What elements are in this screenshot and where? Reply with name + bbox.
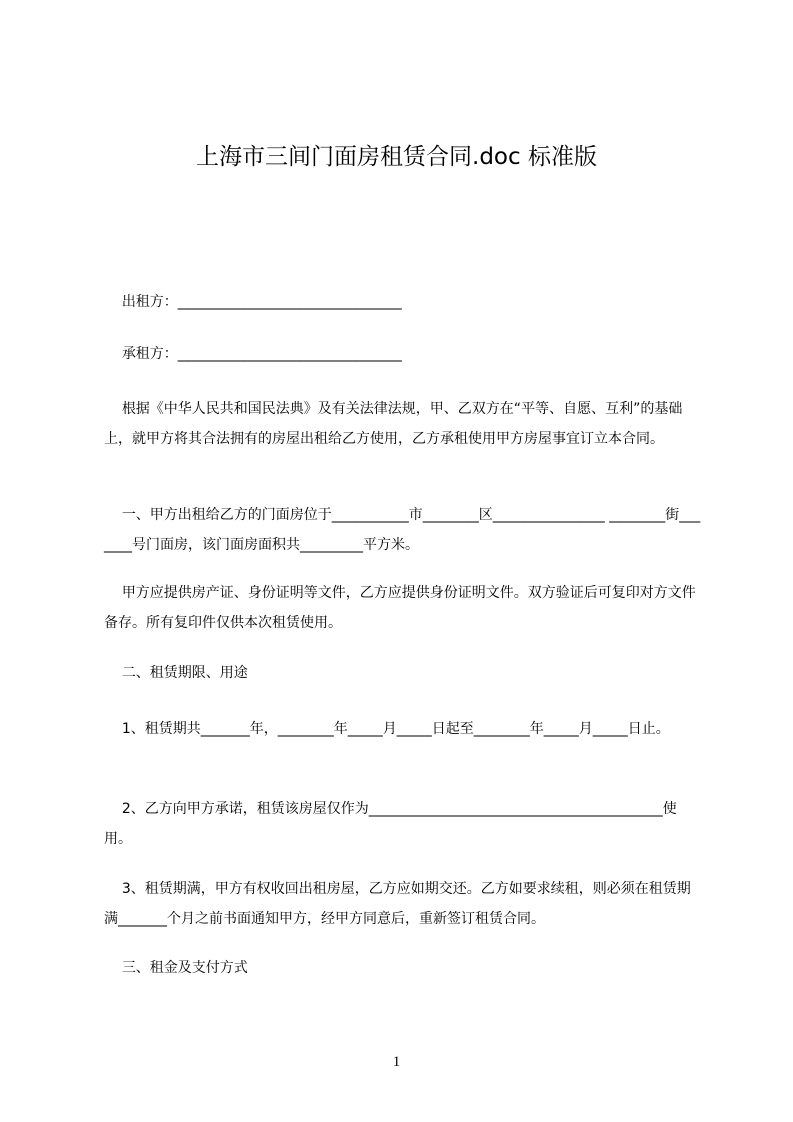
preamble-paragraph: 根据《中华人民共和国民法典》及有关法律法规，甲、乙双方在“平等、自愿、互利”的基础上，就甲方将其合法拥有的房屋出租给乙方使用，乙方承租使用甲方房屋事宜订立本合同。: [104, 401, 683, 447]
clause-1-location: 一、甲方出租给乙方的门面房位于___________市________区________________ ________街_______号门面房，该门面房面积共_________平方米。: [104, 507, 701, 553]
clause-2-2-usage: 2、乙方向甲方承诺，租赁该房屋仅作为__________________________________________使用。: [104, 801, 677, 847]
lessor-line: 出租方：________________________________: [104, 294, 402, 310]
clause-2-1-term: 1、租赁期共_______年，________年_____月_____日起至________年_____月_____日止。: [104, 721, 670, 737]
document-title: 上海市三间门面房租赁合同.doc 标准版: [196, 144, 597, 170]
lessee-line: 承租方：________________________________: [104, 346, 402, 362]
clause-2-3-renewal: 3、租赁期满，甲方有权收回出租房屋，乙方应如期交还。乙方如要求续租，则必须在租赁期满_______个月之前书面通知甲方，经甲方同意后，重新签订租赁合同。: [104, 881, 691, 927]
section-3-heading: 三、租金及支付方式: [104, 960, 248, 976]
section-2-heading: 二、租赁期限、用途: [104, 665, 248, 681]
documents-paragraph: 甲方应提供房产证、身份证明等文件，乙方应提供身份证明文件。双方验证后可复印对方文件备存。所有复印件仅供本次租赁使用。: [104, 585, 696, 631]
page-number: 1: [392, 1054, 401, 1070]
